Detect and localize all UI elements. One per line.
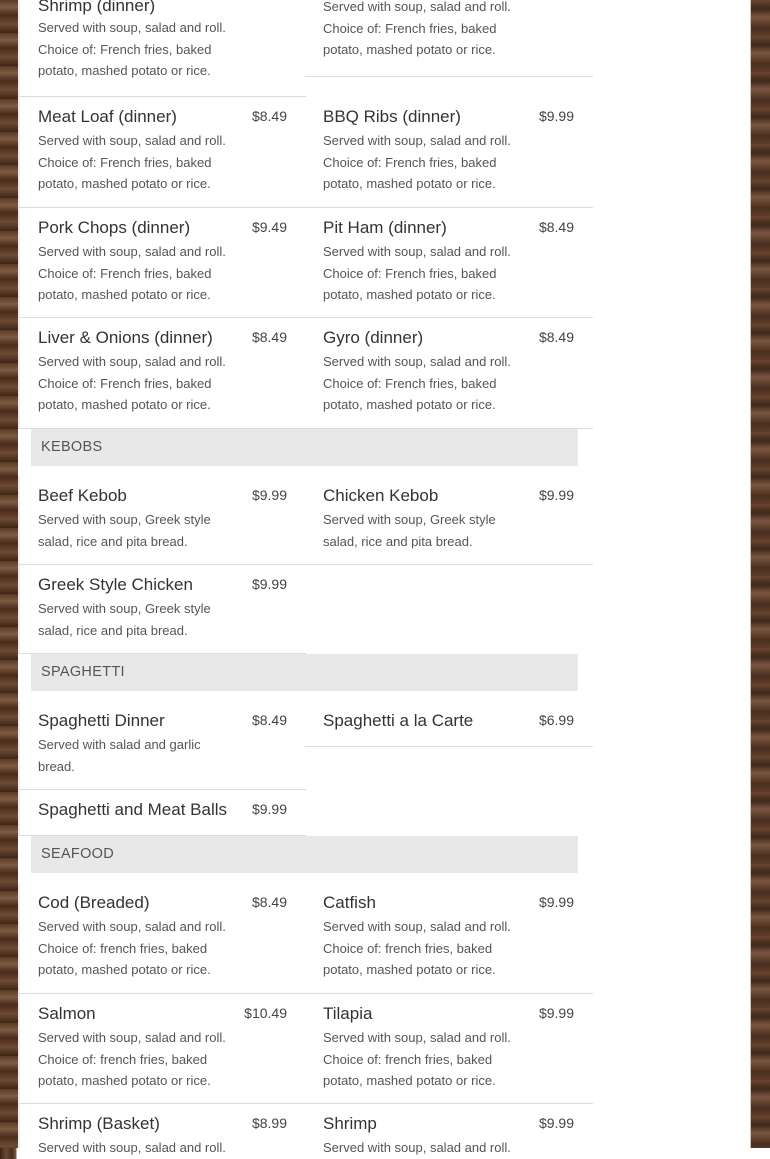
item-name: Spaghetti a la Carte [323,711,474,730]
menu-item-catfish [305,883,593,994]
item-price: $8.49 [251,712,287,728]
item-name: Liver & Onions (dinner) [38,328,213,347]
menu-item-tilapia [305,994,593,1104]
item-price: $6.99 [538,712,574,728]
menu-item-spaghetti-meat-balls [18,790,306,836]
menu-item-pork-chops [18,208,306,318]
item-description: Served with soup, salad and roll. Choice of: French fries, baked potato, mashed potato or rice. [323,133,511,191]
item-description: Served with soup, salad and roll. Choice of: French fries, baked potato, mashed potato or rice. [38,354,226,412]
menu-item-meat-loaf [18,97,306,208]
menu-item-cod [18,883,306,994]
menu-item-chicken-kebob [305,476,593,565]
item-name: Catfish [323,893,376,912]
item-price: $10.49 [244,1005,287,1021]
item-description: Served with soup, salad and roll. Choice of: French fries, baked potato, mashed potato or rice. [323,354,511,412]
item-description: Served with soup, salad and roll. Choice of: French fries, baked potato, mashed potato or rice. [323,0,511,57]
item-price: $9.99 [538,894,574,910]
item-name: Shrimp (Basket) [38,1114,160,1133]
menu-item-partial [305,0,593,77]
item-price: $9.99 [538,1005,574,1021]
item-name: Cod (Breaded) [38,893,150,912]
menu-item-beef-kebob [18,476,306,565]
item-description: Served with soup, salad and roll. Choice of: French fries, baked potato, mashed potato or rice. [323,244,511,302]
item-description: Served with soup, salad and roll. Choice of: French fries, baked potato, mashed potato or rice. [38,133,226,191]
item-name: Spaghetti Dinner [38,711,165,730]
item-name: Spaghetti and Meat Balls [38,800,228,819]
menu-item-greek-style-chicken [18,565,306,654]
menu-item-spaghetti-dinner [18,701,306,790]
item-description: Served with soup, salad and roll. Choice of: french fries, baked potato, mashed potato or rice. [323,1030,511,1088]
wood-frame-right [750,0,770,1148]
item-name: Pit Ham (dinner) [323,218,447,237]
menu-item-gyro [305,318,593,429]
item-description: Served with soup, Greek style salad, rice and pita bread. [323,512,496,549]
item-price: $8.49 [538,329,574,345]
item-name: Chicken Kebob [323,486,439,505]
item-price: $9.49 [251,219,287,235]
item-description: Served with soup, Greek style salad, rice and pita bread. [38,601,211,638]
menu-item-shrimp [305,1104,593,1155]
item-description: Served with soup, salad and roll. Choice of: French fries, baked potato, mashed potato or rice. [38,20,226,78]
item-name: Beef Kebob [38,486,127,505]
section-header-kebobs: KEBOBS [31,429,578,466]
menu-item-pit-ham [305,208,593,318]
item-price: $8.49 [251,894,287,910]
item-description: Served with soup, salad and roll. Choice of: french fries, baked potato, mashed potato or rice. [38,919,226,977]
menu-item-spaghetti-a-la-carte [305,701,593,747]
item-price: $8.49 [538,219,574,235]
item-price: $8.99 [251,1115,287,1131]
item-price: $8.49 [251,108,287,124]
item-name: Salmon [38,1004,96,1023]
menu-item-bbq-ribs [305,97,593,208]
item-description: Served with soup, salad and roll. Choice of: French fries, baked potato, mashed potato or rice. [38,244,226,302]
item-name: BBQ Ribs (dinner) [323,107,461,126]
item-price: $9.99 [251,576,287,592]
item-name: Shrimp [323,1114,377,1133]
item-description: Served with soup, salad and roll. Choice of: french fries, baked potato, mashed potato or rice. [323,919,511,977]
item-description: Served with soup, salad and roll. [38,1140,226,1155]
menu-panel [18,0,750,1155]
item-description: Served with soup, salad and roll. Choice of: french fries, baked potato, mashed potato or rice. [38,1030,226,1088]
item-name: Gyro (dinner) [323,328,424,347]
section-header-seafood: SEAFOOD [31,836,578,873]
item-price: $9.99 [538,108,574,124]
wood-frame-left [0,0,18,1148]
item-price: $8.49 [251,329,287,345]
item-price: $9.99 [538,1115,574,1131]
item-name: Pork Chops (dinner) [38,218,191,237]
item-price: $9.99 [251,487,287,503]
item-price: $9.99 [251,801,287,817]
menu-item-salmon [18,994,306,1104]
menu-item-liver-onions [18,318,306,429]
item-name: Greek Style Chicken [38,575,193,594]
section-header-spaghetti: SPAGHETTI [31,654,578,691]
item-name: Meat Loaf (dinner) [38,107,177,126]
menu-item-shrimp-basket [18,1104,306,1155]
item-price: $9.99 [538,487,574,503]
item-description: Served with soup, salad and roll. [323,1140,511,1155]
menu-item-shrimp-dinner [18,0,306,97]
item-name: Tilapia [323,1004,373,1023]
item-name: Shrimp (dinner) [38,0,156,15]
item-description: Served with salad and garlic bread. [38,737,201,774]
item-description: Served with soup, Greek style salad, rice and pita bread. [38,512,211,549]
